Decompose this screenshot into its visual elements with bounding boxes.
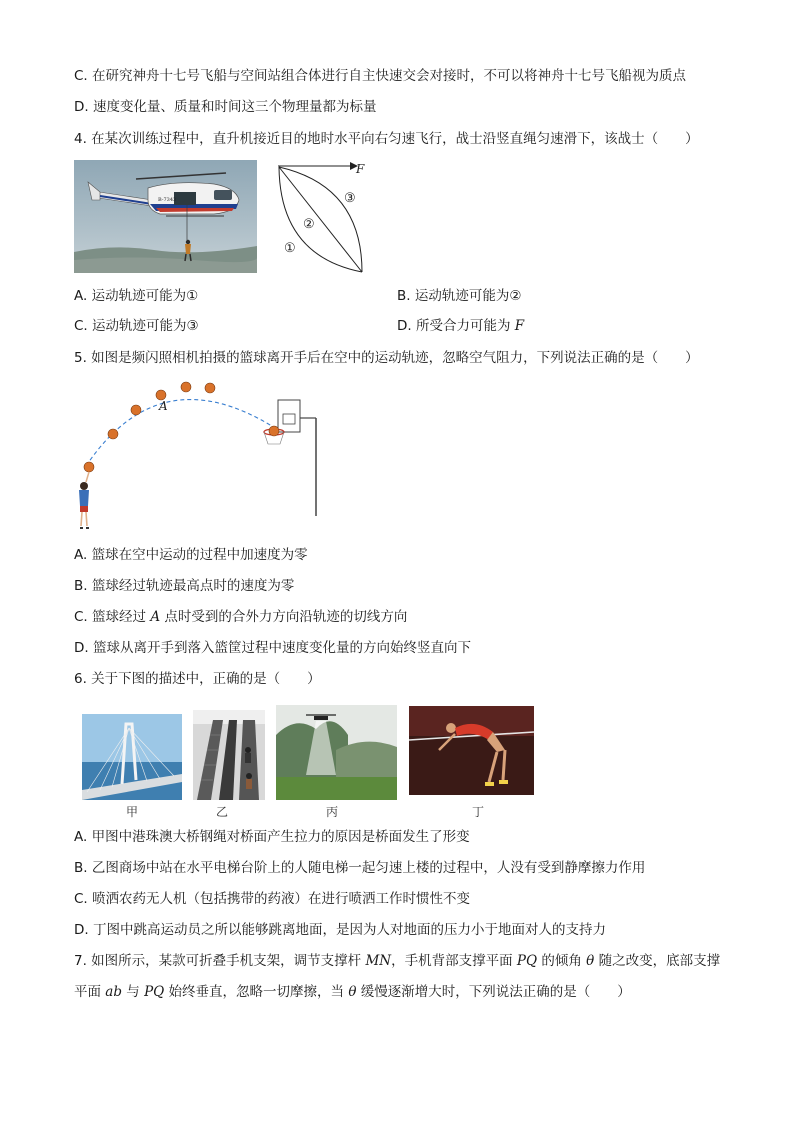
q3-option-d: D. 速度变化量、质量和时间这三个物理量都为标量: [74, 99, 377, 115]
q4-option-c: C. 运动轨迹可能为③: [74, 318, 199, 334]
force-label: F: [356, 162, 365, 176]
q6-stem: 6. 关于下图的描述中，正确的是（ ）: [74, 671, 321, 687]
q5-stem: 5. 如图是频闪照相机拍摄的篮球离开手后在空中的运动轨迹，忽略空气阻力，下列说法正确的是（ ）: [74, 350, 699, 366]
q7-stem-line2: 平面 ab 与 PQ 始终垂直，忽略一切摩擦，当 θ 缓慢逐渐增大时，下列说法正确的是（ ）: [74, 984, 631, 1000]
trajectory-diagram: [270, 156, 380, 278]
helicopter-photo: [74, 160, 257, 273]
point-a-label: A: [159, 399, 168, 413]
q6-option-b: B. 乙图商场中站在水平电梯台阶上的人随电梯一起匀速上楼的过程中，人没有受到静摩擦力作用: [74, 860, 646, 876]
basketball-figure: [70, 376, 330, 536]
helicopter-registration: B-7343: [158, 197, 177, 203]
path-label-3: ③: [344, 191, 356, 206]
path-label-2: ②: [303, 217, 315, 232]
q4-option-d: D. 所受合力可能为 F: [397, 318, 525, 334]
q4-option-a: A. 运动轨迹可能为①: [74, 288, 199, 304]
q5-option-a: A. 篮球在空中运动的过程中加速度为零: [74, 547, 308, 563]
q6-option-c: C. 喷洒农药无人机（包括携带的药液）在进行喷洒工作时惯性不变: [74, 891, 471, 907]
caption-yi: 乙: [216, 805, 229, 819]
escalator-photo: [193, 710, 265, 800]
q4-stem: 4. 在某次训练过程中，直升机接近目的地时水平向右匀速飞行，战士沿竖直绳匀速滑下，该战士（ ）: [74, 131, 699, 147]
drone-photo: [276, 705, 397, 800]
path-label-1: ①: [284, 241, 296, 256]
q3-option-c: C. 在研究神舟十七号飞船与空间站组合体进行自主快速交会对接时，不可以将神舟十七号飞船视为质点: [74, 68, 687, 84]
q5-option-c: C. 篮球经过 A 点时受到的合外力方向沿轨迹的切线方向: [74, 609, 408, 625]
q5-option-b: B. 篮球经过轨迹最高点时的速度为零: [74, 578, 295, 594]
high-jump-photo: [409, 706, 534, 795]
q5-option-d: D. 篮球从离开手到落入篮筐过程中速度变化量的方向始终竖直向下: [74, 640, 471, 656]
q6-option-d: D. 丁图中跳高运动员之所以能够跳离地面，是因为人对地面的压力小于地面对人的支持力: [74, 922, 606, 938]
bridge-photo: [82, 714, 182, 800]
q4-option-b: B. 运动轨迹可能为②: [397, 288, 522, 304]
caption-jia: 甲: [126, 805, 139, 819]
caption-bing: 丙: [326, 805, 339, 819]
q7-stem-line1: 7. 如图所示，某款可折叠手机支架，调节支撑杆 MN，手机背部支撑平面 PQ 的倾角 θ 随之改变，底部支撑: [74, 953, 721, 969]
q6-option-a: A. 甲图中港珠澳大桥钢绳对桥面产生拉力的原因是桥面发生了形变: [74, 829, 470, 845]
caption-ding: 丁: [472, 805, 485, 819]
